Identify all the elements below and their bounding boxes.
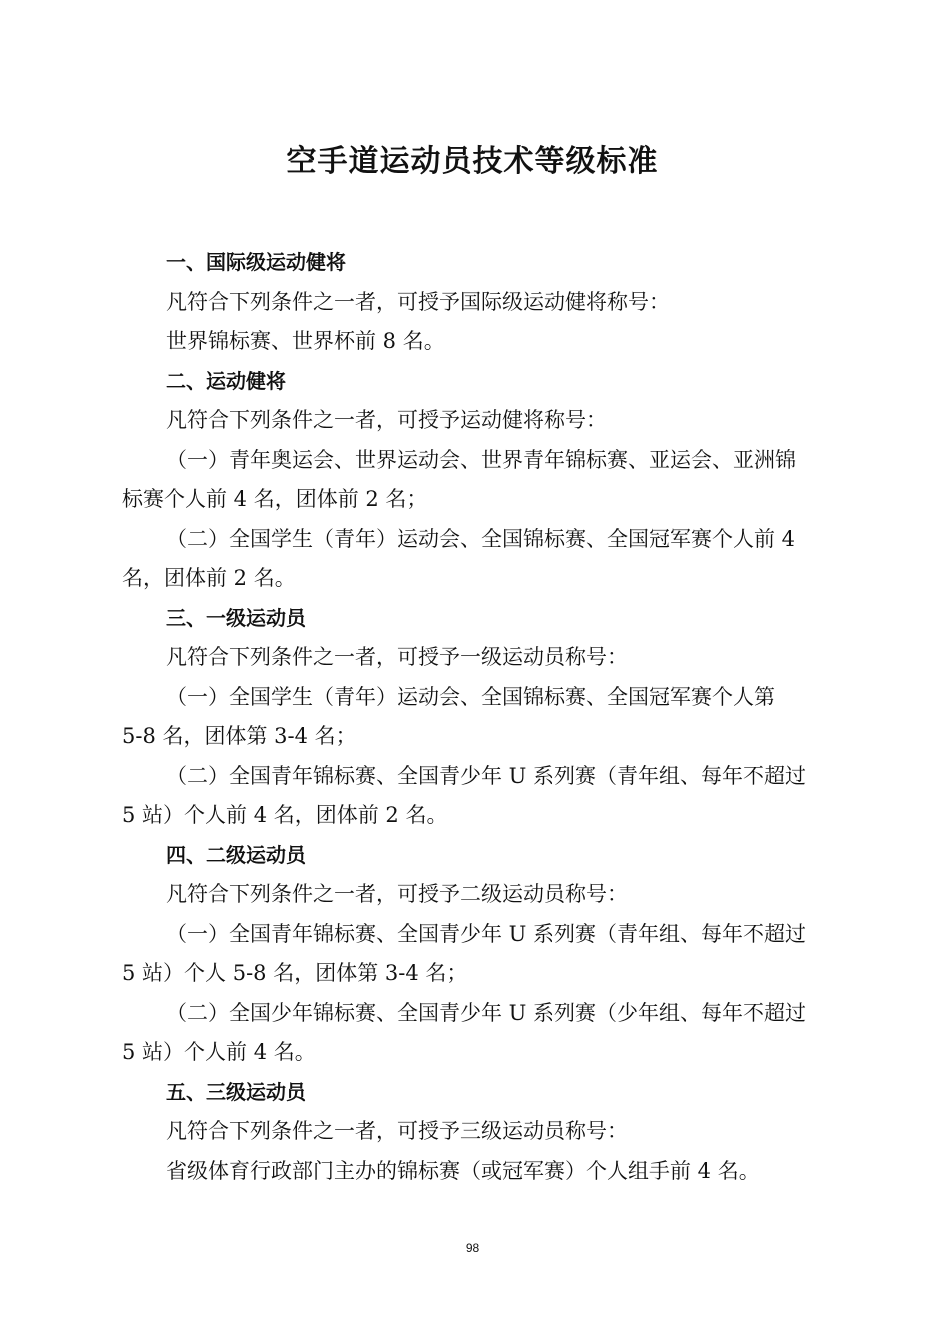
section-heading: 五、三级运动员	[166, 1080, 306, 1104]
criteria-line-continued: 5 站）个人 5-8 名，团体第 3-4 名；	[122, 961, 468, 985]
section-intro: 凡符合下列条件之一者，可授予三级运动员称号：	[166, 1119, 628, 1143]
section-intro: 凡符合下列条件之一者，可授予二级运动员称号：	[166, 882, 628, 906]
criteria-line-continued: 标赛个人前 4 名，团体前 2 名；	[122, 487, 428, 511]
page-number: 98	[465, 1241, 480, 1255]
criteria-line: （二）全国学生（青年）运动会、全国锦标赛、全国冠军赛个人前 4	[166, 527, 796, 551]
section-intro: 凡符合下列条件之一者，可授予一级运动员称号：	[166, 645, 628, 669]
criteria-line: 世界锦标赛、世界杯前 8 名。	[166, 329, 445, 353]
criteria-line: （一）青年奥运会、世界运动会、世界青年锦标赛、亚运会、亚洲锦	[166, 448, 796, 472]
criteria-line: 省级体育行政部门主办的锦标赛（或冠军赛）个人组手前 4 名。	[166, 1159, 760, 1183]
criteria-line: （一）全国青年锦标赛、全国青少年 U 系列赛（青年组、每年不超过	[166, 922, 807, 946]
section-heading: 一、国际级运动健将	[166, 250, 346, 274]
criteria-line: （二）全国青年锦标赛、全国青少年 U 系列赛（青年组、每年不超过	[166, 764, 807, 788]
section-heading: 二、运动健将	[166, 369, 286, 393]
criteria-line-continued: 5 站）个人前 4 名。	[122, 1040, 316, 1064]
page-title: 空手道运动员技术等级标准	[286, 144, 659, 179]
section-intro: 凡符合下列条件之一者，可授予国际级运动健将称号：	[166, 290, 670, 314]
criteria-line-continued: 5 站）个人前 4 名，团体前 2 名。	[122, 803, 448, 827]
section-heading: 四、二级运动员	[166, 843, 306, 867]
criteria-line: （一）全国学生（青年）运动会、全国锦标赛、全国冠军赛个人第	[166, 685, 775, 709]
criteria-line: （二）全国少年锦标赛、全国青少年 U 系列赛（少年组、每年不超过	[166, 1001, 807, 1025]
section-heading: 三、一级运动员	[166, 606, 306, 630]
criteria-line-continued: 5-8 名，团体第 3-4 名；	[122, 724, 357, 748]
criteria-line-continued: 名，团体前 2 名。	[122, 566, 296, 590]
section-intro: 凡符合下列条件之一者，可授予运动健将称号：	[166, 408, 607, 432]
